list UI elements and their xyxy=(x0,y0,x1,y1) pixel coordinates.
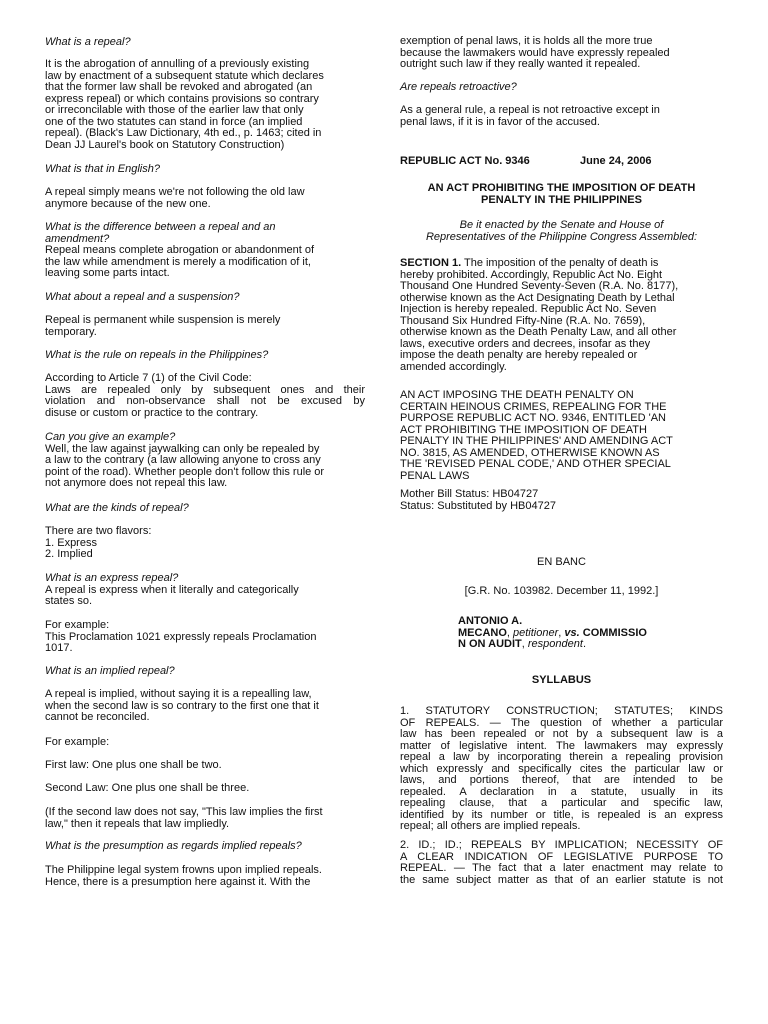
text-line: penal laws, if it is in favor of the accused. xyxy=(400,115,600,128)
text-line: Well, the law against jaywalking can only be repealed by xyxy=(45,442,320,455)
question-rule-philippines: What is the rule on repeals in the Philippines? xyxy=(45,349,269,361)
text-line: outright such law if they really wanted it repealed. xyxy=(400,58,641,70)
text-line: violation and non-observance shall not be excused by xyxy=(45,395,365,407)
question-retroactive: Are repeals retroactive? xyxy=(400,81,517,93)
text-line: ACT PROHIBITING THE IMPOSITION OF DEATH xyxy=(400,423,647,436)
text-line: A CLEAR INDICATION OF LEGISLATIVE PURPOSE TO xyxy=(400,850,723,863)
text-line: Be it enacted by the Senate and House of xyxy=(459,219,664,231)
implied-note xyxy=(45,807,323,830)
text-line: PENALTY IN THE PHILIPPINES xyxy=(481,193,642,206)
text-line: A repeal is express when it literally and categorically xyxy=(45,583,299,596)
text-line: temporary. xyxy=(45,325,97,338)
petitioner-name: MECANO xyxy=(458,626,507,639)
versus: vs. xyxy=(564,626,580,639)
question-suspension: What about a repeal and a suspension? xyxy=(45,291,240,303)
text-line: 1017. xyxy=(45,642,73,654)
text-line: What is the difference between a repeal and an xyxy=(45,221,276,233)
text-line: There are two flavors: xyxy=(45,525,152,537)
question-express: What is an express repeal? xyxy=(45,572,179,584)
substitution-status: Status: Substituted by HB04727 xyxy=(400,499,556,512)
text-line: states so. xyxy=(45,595,93,607)
list-item: 2. Implied xyxy=(45,548,93,560)
text-line: laws, and portions thereof, that are intended to be xyxy=(400,774,723,786)
text-line: repealed. A declaration in a statute, usually in its xyxy=(400,785,723,798)
enacting-clause xyxy=(400,220,723,243)
answer-kinds xyxy=(45,526,151,561)
text-line: Repeal means complete abrogation or abandonment of xyxy=(45,244,315,256)
continued-text xyxy=(400,36,670,71)
text-line: repeal a law by incorporating therein a repealing provision xyxy=(400,751,723,763)
text-line: exemption of penal laws, it is holds all the more true xyxy=(400,35,653,47)
bill-title xyxy=(400,390,673,482)
separator: . xyxy=(582,638,586,650)
text-line: 1. STATUTORY CONSTRUCTION; STATUTES; KINDS xyxy=(400,705,723,717)
text-line: repeal). (Black's Law Dictionary, 4th ed., p. 1463; cited in xyxy=(45,127,322,139)
text-line: because the lawmakers would have expressly repealed xyxy=(400,46,670,59)
text-line: amended accordingly. xyxy=(400,360,507,373)
question-implied: What is an implied repeal? xyxy=(45,665,175,677)
text-line: that the former law shall be revoked and abrogated (an xyxy=(45,81,313,93)
text-line: when the second law is so contrary to the first one that it xyxy=(45,699,319,712)
text-line: Hence, there is a presumption here against it. With the xyxy=(45,875,311,888)
syllabus-item-2 xyxy=(400,840,723,886)
text-line: Representatives of the Philippine Congress Assembled: xyxy=(425,230,698,243)
text-line: which expressly and specifically cites the particular law or xyxy=(400,762,723,775)
text-line: A repeal is implied, without saying it is a repealling law, xyxy=(45,688,312,700)
text-line: disuse or custom or practice to the contrary. xyxy=(45,406,259,419)
text-line: not anymore does not repeal this law. xyxy=(45,477,228,489)
separator: , xyxy=(521,638,528,650)
text-line: PENAL LAWS xyxy=(400,469,470,482)
text-line: Injection is hereby repealed. Republic Act No. Seven xyxy=(400,303,657,315)
syllabus-item-1 xyxy=(400,706,723,833)
text-line: A repeal simply means we're not following the old law xyxy=(45,186,305,198)
answer-rule-philippines xyxy=(45,373,365,419)
qa-example xyxy=(45,432,324,490)
text-line: otherwise known as the Act Designating Death by Lethal xyxy=(400,291,675,304)
case-parties xyxy=(458,616,647,651)
text-line: laws, executive orders and decrees, insofar as they xyxy=(400,337,651,350)
text-line: repealing clause, that a particular and specific law, xyxy=(400,797,723,809)
respondent-name-part: N ON AUDIT xyxy=(458,638,522,650)
text-line: Laws are repealed only by subsequent ones and their xyxy=(45,383,365,396)
answer-in-english xyxy=(45,187,305,210)
act-title xyxy=(400,183,723,206)
text-line: anymore because of the new one. xyxy=(45,197,211,210)
text-line: a law to the contrary (a law allowing anyone to cross any xyxy=(45,454,321,466)
text-line: express repeal) or which contains provisions so contrary xyxy=(45,92,319,105)
text-line: otherwise known as the Death Penalty Law, and all other xyxy=(400,326,677,338)
answer-suspension xyxy=(45,315,280,338)
republic-act-date: June 24, 2006 xyxy=(580,155,652,167)
text-line: PURPOSE REPUBLIC ACT NO. 9346, ENTITLED 'AN xyxy=(400,412,666,424)
question-what-is-repeal: What is a repeal? xyxy=(45,36,131,48)
answer-what-is-repeal xyxy=(45,59,324,151)
question-presumption: What is the presumption as regards implied repeals? xyxy=(45,840,302,852)
answer-presumption xyxy=(45,865,322,888)
first-law: First law: One plus one shall be two. xyxy=(45,759,222,771)
text-line: PENALTY IN THE PHILIPPINES' AND AMENDING ACT xyxy=(400,435,673,447)
list-item: 1. Express xyxy=(45,536,97,549)
text-line: CERTAIN HEINOUS CRIMES, REPEALING FOR THE xyxy=(400,400,667,413)
syllabus-heading: SYLLABUS xyxy=(531,674,592,686)
question-difference xyxy=(45,222,314,280)
text-line: AN ACT PROHIBITING THE IMPOSITION OF DEATH xyxy=(427,182,696,194)
text-line: amendment? xyxy=(45,232,110,245)
text-line: 2. ID.; ID.; REPEALS BY IMPLICATION; NECESSITY OF xyxy=(400,839,723,851)
text-line: It is the abrogation of annulling of a previously existing xyxy=(45,58,310,70)
text-line: Dean JJ Laurel's book on Statutory Construction) xyxy=(45,138,285,151)
respondent-role: respondent xyxy=(527,638,583,650)
question-example: Can you give an example? xyxy=(45,431,176,443)
section-1-text: The imposition of the penalty of death is xyxy=(461,257,659,269)
mother-bill-status: Mother Bill Status: HB04727 xyxy=(400,488,539,500)
text-line: hereby prohibited. Accordingly, Republic Act No. Eight xyxy=(400,268,663,281)
text-line: The Philippine legal system frowns upon implied repeals. xyxy=(45,864,322,876)
text-line: (If the second law does not say, "This law implies the first xyxy=(45,806,323,818)
gr-number: [G.R. No. 103982. December 11, 1992.] xyxy=(464,585,659,597)
text-line: For example: xyxy=(45,619,110,631)
text-line: law has been repealed or not by a subsequent law is a xyxy=(400,728,723,740)
text-line: law," then it repeals that law impliedly. xyxy=(45,817,230,830)
section-1-first-line xyxy=(400,258,723,270)
bill-status xyxy=(400,489,556,512)
text-line: REPEAL. — The fact that a later enactment may relate to xyxy=(400,862,723,874)
text-line: NO. 3815, AS AMENDED, OTHERWISE KNOWN AS xyxy=(400,446,660,459)
text-line: identified by its number or title, is repealed is an express xyxy=(400,808,723,821)
implied-example-label: For example: xyxy=(45,736,110,748)
text-line: impose the death penalty are hereby repealed or xyxy=(400,349,638,361)
qa-express xyxy=(45,573,299,608)
text-line: or irreconcilable with those of the earlier law that only xyxy=(45,104,304,116)
text-line: Repeal is permanent while suspension is merely xyxy=(45,314,281,326)
express-example xyxy=(45,620,316,655)
text-line: THE 'REVISED PENAL CODE,' AND OTHER SPECIAL xyxy=(400,458,671,470)
text-line: one of the two statutes can stand in force (an implied xyxy=(45,115,303,128)
text-line: OF REPEALS. — The question of whether a particular xyxy=(400,716,723,729)
answer-retroactive xyxy=(400,105,660,128)
answer-implied xyxy=(45,689,319,724)
en-banc: EN BANC xyxy=(537,556,586,568)
petitioner-role: petitioner xyxy=(513,626,559,639)
text-line: cannot be reconciled. xyxy=(45,711,150,723)
text-line: leaving some parts intact. xyxy=(45,267,170,279)
text-line: Thousand One Hundred Seventy-Seven (R.A. No. 8177), xyxy=(400,280,679,292)
text-line: matter of legislative intent. The lawmakers may expressly xyxy=(400,739,723,752)
question-in-english: What is that in English? xyxy=(45,163,160,175)
text-line: the law while amendment is merely a modification of it, xyxy=(45,255,311,268)
section-1-label: SECTION 1. xyxy=(400,257,462,269)
separator: , xyxy=(558,626,565,639)
separator: , xyxy=(506,626,514,639)
text-line: point of the road). Whether people don't follow this rule or xyxy=(45,465,325,478)
section-1 xyxy=(400,258,723,373)
text-line: Thousand Six Hundred Fifty-Nine (R.A. No. 7659), xyxy=(400,314,646,327)
republic-act-number: REPUBLIC ACT No. 9346 xyxy=(400,155,530,167)
party-name-line: ANTONIO A. xyxy=(458,615,523,627)
text-line: This Proclamation 1021 expressly repeals Proclamation xyxy=(45,630,317,643)
question-kinds: What are the kinds of repeal? xyxy=(45,502,189,514)
text-line: As a general rule, a repeal is not retroactive except in xyxy=(400,104,660,116)
text-line: repeal; all others are implied repeals. xyxy=(400,820,581,832)
text-line: AN ACT IMPOSING THE DEATH PENALTY ON xyxy=(400,389,634,401)
text-line: law by enactment of a subsequent statute which declares xyxy=(45,69,324,82)
party-line-3 xyxy=(458,639,647,651)
second-law: Second Law: One plus one shall be three. xyxy=(45,782,250,794)
respondent-name-part: COMMISSIO xyxy=(579,626,647,639)
text-line: According to Article 7 (1) of the Civil Code: xyxy=(45,372,252,384)
text-line: the same subject matter as that of an earlier statute is not xyxy=(400,873,723,886)
